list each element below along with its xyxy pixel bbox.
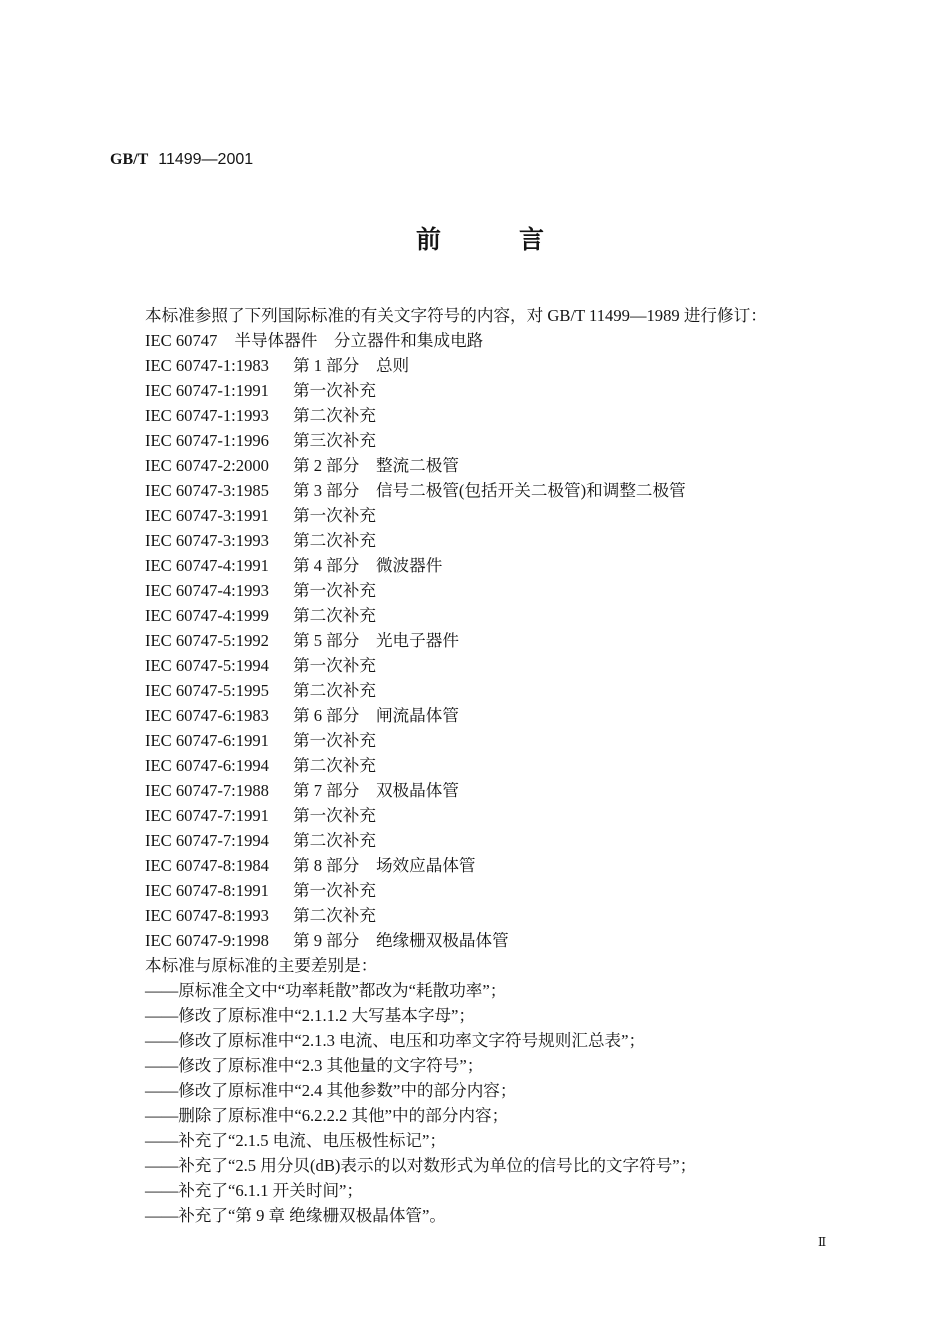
reference-code: IEC 60747 bbox=[145, 331, 218, 350]
reference-line bbox=[145, 728, 767, 753]
reference-description: 半导体器件 分立器件和集成电路 bbox=[234, 331, 484, 350]
reference-code: IEC 60747-4:1991 bbox=[145, 556, 269, 575]
difference-item: ——修改了原标准中“2.3 其他量的文字符号”； bbox=[145, 1056, 484, 1075]
reference-line bbox=[145, 578, 767, 603]
reference-code: IEC 60747-1:1993 bbox=[145, 406, 269, 425]
reference-line bbox=[145, 528, 767, 553]
reference-code: IEC 60747-1:1996 bbox=[145, 431, 269, 450]
reference-description: 第一次补充 bbox=[293, 381, 376, 400]
reference-description: 第一次补充 bbox=[293, 731, 376, 750]
reference-line bbox=[145, 328, 767, 353]
reference-code: IEC 60747-9:1998 bbox=[145, 931, 269, 950]
reference-description: 第 2 部分 整流二极管 bbox=[293, 456, 459, 475]
reference-line bbox=[145, 703, 767, 728]
reference-code: IEC 60747-6:1983 bbox=[145, 706, 269, 725]
standard-code-header bbox=[110, 150, 253, 170]
reference-code: IEC 60747-6:1994 bbox=[145, 756, 269, 775]
reference-description: 第一次补充 bbox=[293, 881, 376, 900]
reference-line bbox=[145, 803, 767, 828]
reference-code: IEC 60747-5:1992 bbox=[145, 631, 269, 650]
difference-item: ——修改了原标准中“2.4 其他参数”中的部分内容； bbox=[145, 1081, 517, 1100]
difference-item: ——修改了原标准中“2.1.1.2 大写基本字母”； bbox=[145, 1006, 476, 1025]
standard-code-prefix: GB/T bbox=[110, 151, 149, 168]
reference-code: IEC 60747-7:1988 bbox=[145, 781, 269, 800]
reference-description: 第一次补充 bbox=[293, 656, 376, 675]
reference-description: 第一次补充 bbox=[293, 581, 376, 600]
reference-description: 第二次补充 bbox=[293, 681, 376, 700]
reference-line bbox=[145, 878, 767, 903]
reference-code: IEC 60747-4:1999 bbox=[145, 606, 269, 625]
differences-intro: 本标准与原标准的主要差别是： bbox=[145, 956, 378, 975]
reference-code: IEC 60747-1:1991 bbox=[145, 381, 269, 400]
reference-code: IEC 60747-3:1993 bbox=[145, 531, 269, 550]
page-number: Ⅱ bbox=[818, 1235, 827, 1249]
reference-code: IEC 60747-5:1994 bbox=[145, 656, 269, 675]
reference-code: IEC 60747-1:1983 bbox=[145, 356, 269, 375]
reference-description: 第二次补充 bbox=[293, 831, 376, 850]
reference-line bbox=[145, 778, 767, 803]
reference-line bbox=[145, 553, 767, 578]
reference-description: 第三次补充 bbox=[293, 431, 376, 450]
document-body bbox=[145, 303, 767, 1228]
reference-description: 第 7 部分 双极晶体管 bbox=[293, 781, 459, 800]
page-title: 前言 bbox=[416, 225, 623, 254]
reference-code: IEC 60747-6:1991 bbox=[145, 731, 269, 750]
intro-paragraph: 本标准参照了下列国际标准的有关文字符号的内容，对 GB/T 11499—1989 进行修订： bbox=[145, 306, 767, 325]
reference-line bbox=[145, 428, 767, 453]
reference-description: 第二次补充 bbox=[293, 531, 376, 550]
reference-code: IEC 60747-7:1991 bbox=[145, 806, 269, 825]
difference-item: ——修改了原标准中“2.1.3 电流、电压和功率文字符号规则汇总表”； bbox=[145, 1031, 646, 1050]
reference-line bbox=[145, 403, 767, 428]
reference-code: IEC 60747-3:1985 bbox=[145, 481, 269, 500]
difference-item: ——补充了“第 9 章 绝缘栅双极晶体管”。 bbox=[145, 1206, 446, 1225]
reference-description: 第 9 部分 绝缘栅双极晶体管 bbox=[293, 931, 509, 950]
reference-line bbox=[145, 828, 767, 853]
reference-line bbox=[145, 653, 767, 678]
reference-code: IEC 60747-8:1991 bbox=[145, 881, 269, 900]
reference-line bbox=[145, 378, 767, 403]
reference-line bbox=[145, 678, 767, 703]
reference-description: 第 6 部分 闸流晶体管 bbox=[293, 706, 459, 725]
reference-code: IEC 60747-5:1995 bbox=[145, 681, 269, 700]
difference-item: ——删除了原标准中“6.2.2.2 其他”中的部分内容； bbox=[145, 1106, 509, 1125]
reference-description: 第 1 部分 总则 bbox=[293, 356, 410, 375]
reference-description: 第 5 部分 光电子器件 bbox=[293, 631, 459, 650]
standard-code-number: 11499—2001 bbox=[158, 151, 254, 168]
reference-code: IEC 60747-4:1993 bbox=[145, 581, 269, 600]
reference-line bbox=[145, 603, 767, 628]
reference-line bbox=[145, 503, 767, 528]
difference-item: ——原标准全文中“功率耗散”都改为“耗散功率”； bbox=[145, 981, 507, 1000]
reference-description: 第 8 部分 场效应晶体管 bbox=[293, 856, 476, 875]
reference-description: 第二次补充 bbox=[293, 756, 376, 775]
reference-line bbox=[145, 853, 767, 878]
reference-description: 第一次补充 bbox=[293, 806, 376, 825]
reference-line bbox=[145, 903, 767, 928]
reference-description: 第二次补充 bbox=[293, 906, 376, 925]
reference-description: 第二次补充 bbox=[293, 406, 376, 425]
difference-item: ——补充了“2.5 用分贝(dB)表示的以对数形式为单位的信号比的文字符号”； bbox=[145, 1156, 697, 1175]
reference-description: 第一次补充 bbox=[293, 506, 376, 525]
reference-line bbox=[145, 478, 767, 503]
reference-line bbox=[145, 628, 767, 653]
difference-item: ——补充了“6.1.1 开关时间”； bbox=[145, 1181, 364, 1200]
difference-item: ——补充了“2.1.5 电流、电压极性标记”； bbox=[145, 1131, 446, 1150]
reference-description: 第 3 部分 信号二极管(包括开关二极管)和调整二极管 bbox=[293, 481, 686, 500]
reference-line bbox=[145, 753, 767, 778]
reference-description: 第二次补充 bbox=[293, 606, 376, 625]
reference-code: IEC 60747-7:1994 bbox=[145, 831, 269, 850]
reference-code: IEC 60747-3:1991 bbox=[145, 506, 269, 525]
reference-line bbox=[145, 353, 767, 378]
reference-line bbox=[145, 928, 767, 953]
reference-code: IEC 60747-8:1984 bbox=[145, 856, 269, 875]
reference-description: 第 4 部分 微波器件 bbox=[293, 556, 443, 575]
reference-line bbox=[145, 453, 767, 478]
reference-code: IEC 60747-2:2000 bbox=[145, 456, 269, 475]
reference-code: IEC 60747-8:1993 bbox=[145, 906, 269, 925]
